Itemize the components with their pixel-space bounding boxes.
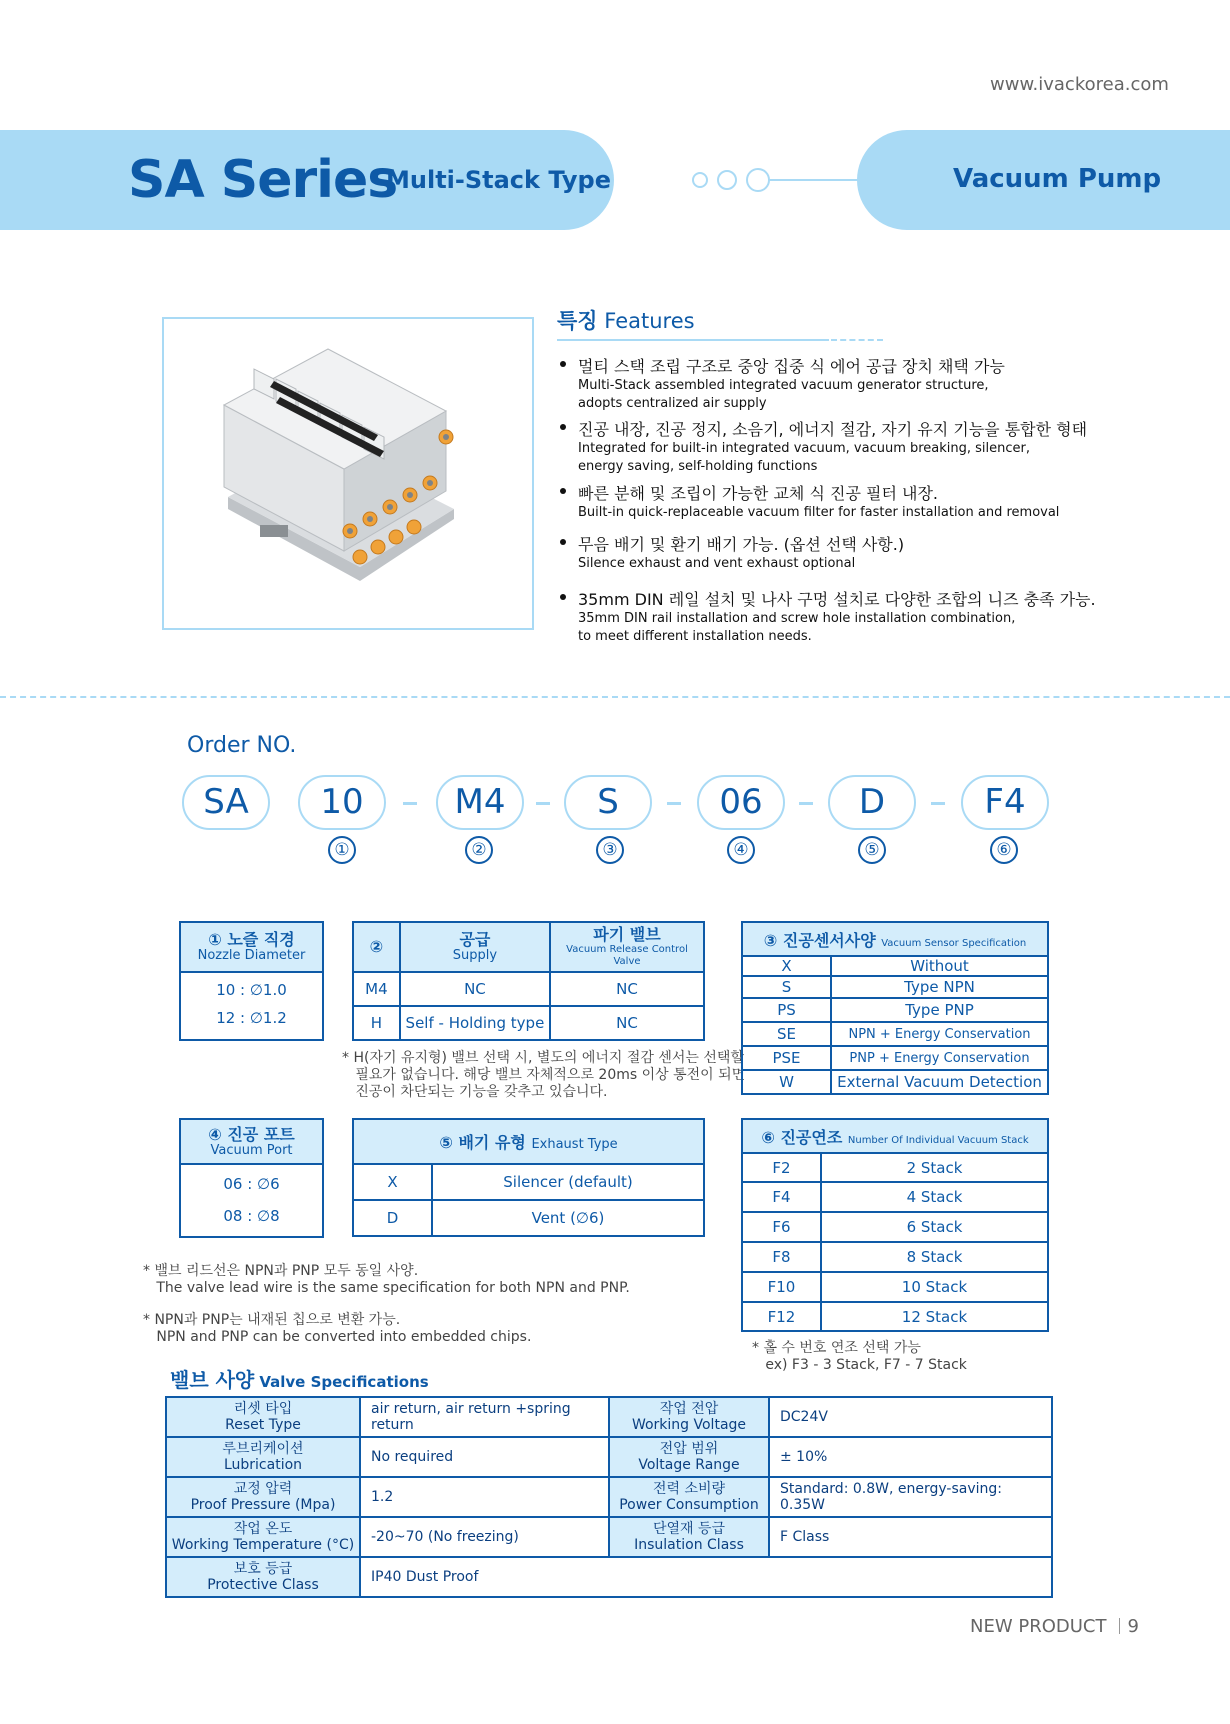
valve-spec-value: Standard: 0.8W, energy-saving: 0.35W — [769, 1477, 1052, 1517]
sensor-code: W — [742, 1070, 831, 1094]
port-value: 08 : ∅8 — [223, 1207, 280, 1225]
order-index-1: ① — [328, 836, 356, 864]
order-no-label: Order NO. — [187, 733, 297, 758]
nozzle-header: ① 노즐 직경 Nozzle Diameter — [180, 922, 323, 972]
series-type: Multi-Stack Type — [386, 166, 611, 194]
sensor-desc: PNP + Energy Conservation — [831, 1046, 1048, 1070]
valve-spec-title: 밸브 사양 Valve Specifications — [170, 1368, 429, 1392]
order-code-stack: F4 — [961, 775, 1049, 830]
valve-spec-label: 교정 압력 Proof Pressure (Mpa) — [166, 1477, 360, 1517]
section-divider — [0, 696, 1230, 698]
stack-desc: 10 Stack — [821, 1272, 1048, 1302]
stack-note: * 홀 수 번호 연조 선택 가능 ex) F3 - 3 Stack, F7 - 7 Stack — [752, 1340, 967, 1373]
port-values — [179, 1163, 324, 1238]
sensor-desc: External Vacuum Detection — [831, 1070, 1048, 1094]
stack-code: F2 — [742, 1153, 821, 1182]
valve-spec-value: No required — [360, 1437, 609, 1477]
supply-code: H — [353, 1006, 400, 1040]
port-table — [179, 1118, 324, 1165]
valve-spec-label: 보호 등급 Protective Class — [166, 1557, 360, 1597]
supply-note: * H(자기 유지형) 밸브 선택 시, 별도의 에너지 절감 센서는 선택할 필요가 없습니다. 해당 밸브 자체적으로 20ms 이상 통전이 되면 진공이 차단되는 기능을 갖추고 있습니다. — [342, 1050, 746, 1100]
exhaust-desc: Silencer (default) — [432, 1164, 704, 1200]
sensor-code: S — [742, 976, 831, 998]
site-url[interactable]: www.ivackorea.com — [990, 74, 1169, 95]
valve-spec-value: air return, air return +spring return — [360, 1397, 609, 1437]
supply-table — [352, 921, 705, 1041]
valve-spec-label: 작업 전압 Working Voltage — [609, 1397, 769, 1437]
exhaust-code: X — [353, 1164, 432, 1200]
valve-spec-table — [165, 1396, 1053, 1598]
order-code-supply: M4 — [436, 775, 524, 830]
sensor-code: SE — [742, 1022, 831, 1046]
supply-value: NC — [400, 972, 550, 1006]
sensor-code: PS — [742, 998, 831, 1022]
order-code-port: 06 — [697, 775, 785, 830]
valve-value: NC — [550, 1006, 704, 1040]
order-dash — [799, 802, 813, 805]
supply-code: M4 — [353, 972, 400, 1006]
port-header: ④ 진공 포트 Vacuum Port — [180, 1119, 323, 1164]
sensor-desc: Type NPN — [831, 976, 1048, 998]
nozzle-value: 12 : ∅1.2 — [216, 1009, 287, 1027]
footer-label: NEW PRODUCT — [970, 1616, 1107, 1637]
exhaust-desc: Vent (∅6) — [432, 1200, 704, 1236]
stack-desc: 12 Stack — [821, 1302, 1048, 1331]
nozzle-table — [179, 921, 324, 973]
order-code-sensor: S — [564, 775, 652, 830]
sensor-desc: NPN + Energy Conservation — [831, 1022, 1048, 1046]
valve-spec-value: -20~70 (No freezing) — [360, 1517, 609, 1557]
decorative-circles-icon — [686, 167, 858, 193]
valve-spec-value: F Class — [769, 1517, 1052, 1557]
valve-spec-label: 전압 범위 Voltage Range — [609, 1437, 769, 1477]
features-underline-dashed — [831, 339, 883, 341]
sensor-desc: Without — [831, 956, 1048, 976]
product-category: Vacuum Pump — [953, 164, 1162, 194]
stack-code: F8 — [742, 1242, 821, 1272]
product-image — [164, 319, 532, 628]
nozzle-values — [179, 971, 324, 1041]
chip-note: * NPN과 PNP는 내재된 칩으로 변환 가능. NPN and PNP can be converted into embedded chips. — [143, 1312, 532, 1345]
sensor-desc: Type PNP — [831, 998, 1048, 1022]
stack-code: F6 — [742, 1212, 821, 1242]
order-dash — [403, 802, 417, 805]
stack-desc: 4 Stack — [821, 1182, 1048, 1212]
product-image-frame — [162, 317, 534, 630]
valve-spec-value: IP40 Dust Proof — [360, 1557, 1052, 1597]
sensor-code: X — [742, 956, 831, 976]
order-index-3: ③ — [596, 836, 624, 864]
sensor-table — [741, 921, 1049, 1095]
series-title: SA Series — [128, 150, 398, 210]
valve-spec-label: 전력 소비량 Power Consumption — [609, 1477, 769, 1517]
supply-header: 공급 Supply — [400, 922, 550, 972]
valve-spec-label: 리셋 타입 Reset Type — [166, 1397, 360, 1437]
order-dash — [667, 802, 681, 805]
valve-value: NC — [550, 972, 704, 1006]
order-dash — [931, 802, 945, 805]
features-title: 특징 Features — [557, 309, 695, 333]
wire-note: * 밸브 리드선은 NPN과 PNP 모두 동일 사양. The valve lead wire is the same specification for both NPN and PNP. — [143, 1263, 630, 1296]
valve-spec-value: DC24V — [769, 1397, 1052, 1437]
valve-spec-value: 1.2 — [360, 1477, 609, 1517]
supply-num: ② — [353, 922, 400, 972]
stack-desc: 6 Stack — [821, 1212, 1048, 1242]
features-underline — [557, 339, 829, 341]
order-index-4: ④ — [727, 836, 755, 864]
valve-spec-label: 작업 온도 Working Temperature (°C) — [166, 1517, 360, 1557]
valve-spec-label: 루브리케이션 Lubrication — [166, 1437, 360, 1477]
order-index-5: ⑤ — [858, 836, 886, 864]
stack-desc: 2 Stack — [821, 1153, 1048, 1182]
stack-code: F12 — [742, 1302, 821, 1331]
page-footer — [970, 1616, 1139, 1637]
valve-spec-value: ± 10% — [769, 1437, 1052, 1477]
order-code-exhaust: D — [828, 775, 916, 830]
order-code-series: SA — [182, 775, 270, 830]
exhaust-table — [352, 1118, 705, 1237]
sensor-header: ③ 진공센서사양 Vacuum Sensor Specification — [742, 922, 1048, 956]
stack-desc: 8 Stack — [821, 1242, 1048, 1272]
sensor-code: PSE — [742, 1046, 831, 1070]
nozzle-value: 10 : ∅1.0 — [216, 981, 287, 999]
stack-code: F10 — [742, 1272, 821, 1302]
valve-spec-label: 단열재 등급 Insulation Class — [609, 1517, 769, 1557]
stack-code: F4 — [742, 1182, 821, 1212]
page-number: 9 — [1127, 1616, 1139, 1637]
exhaust-code: D — [353, 1200, 432, 1236]
supply-value: Self - Holding type — [400, 1006, 550, 1040]
port-value: 06 : ∅6 — [223, 1175, 280, 1193]
order-index-6: ⑥ — [990, 836, 1018, 864]
exhaust-header: ⑤ 배기 유형 Exhaust Type — [353, 1119, 704, 1164]
release-valve-header: 파기 밸브 Vacuum Release Control Valve — [550, 922, 704, 972]
order-dash — [536, 802, 550, 805]
order-code-nozzle: 10 — [298, 775, 386, 830]
order-index-2: ② — [465, 836, 493, 864]
stack-table — [741, 1118, 1049, 1332]
stack-header: ⑥ 진공연조 Number Of Individual Vacuum Stack — [742, 1119, 1048, 1153]
